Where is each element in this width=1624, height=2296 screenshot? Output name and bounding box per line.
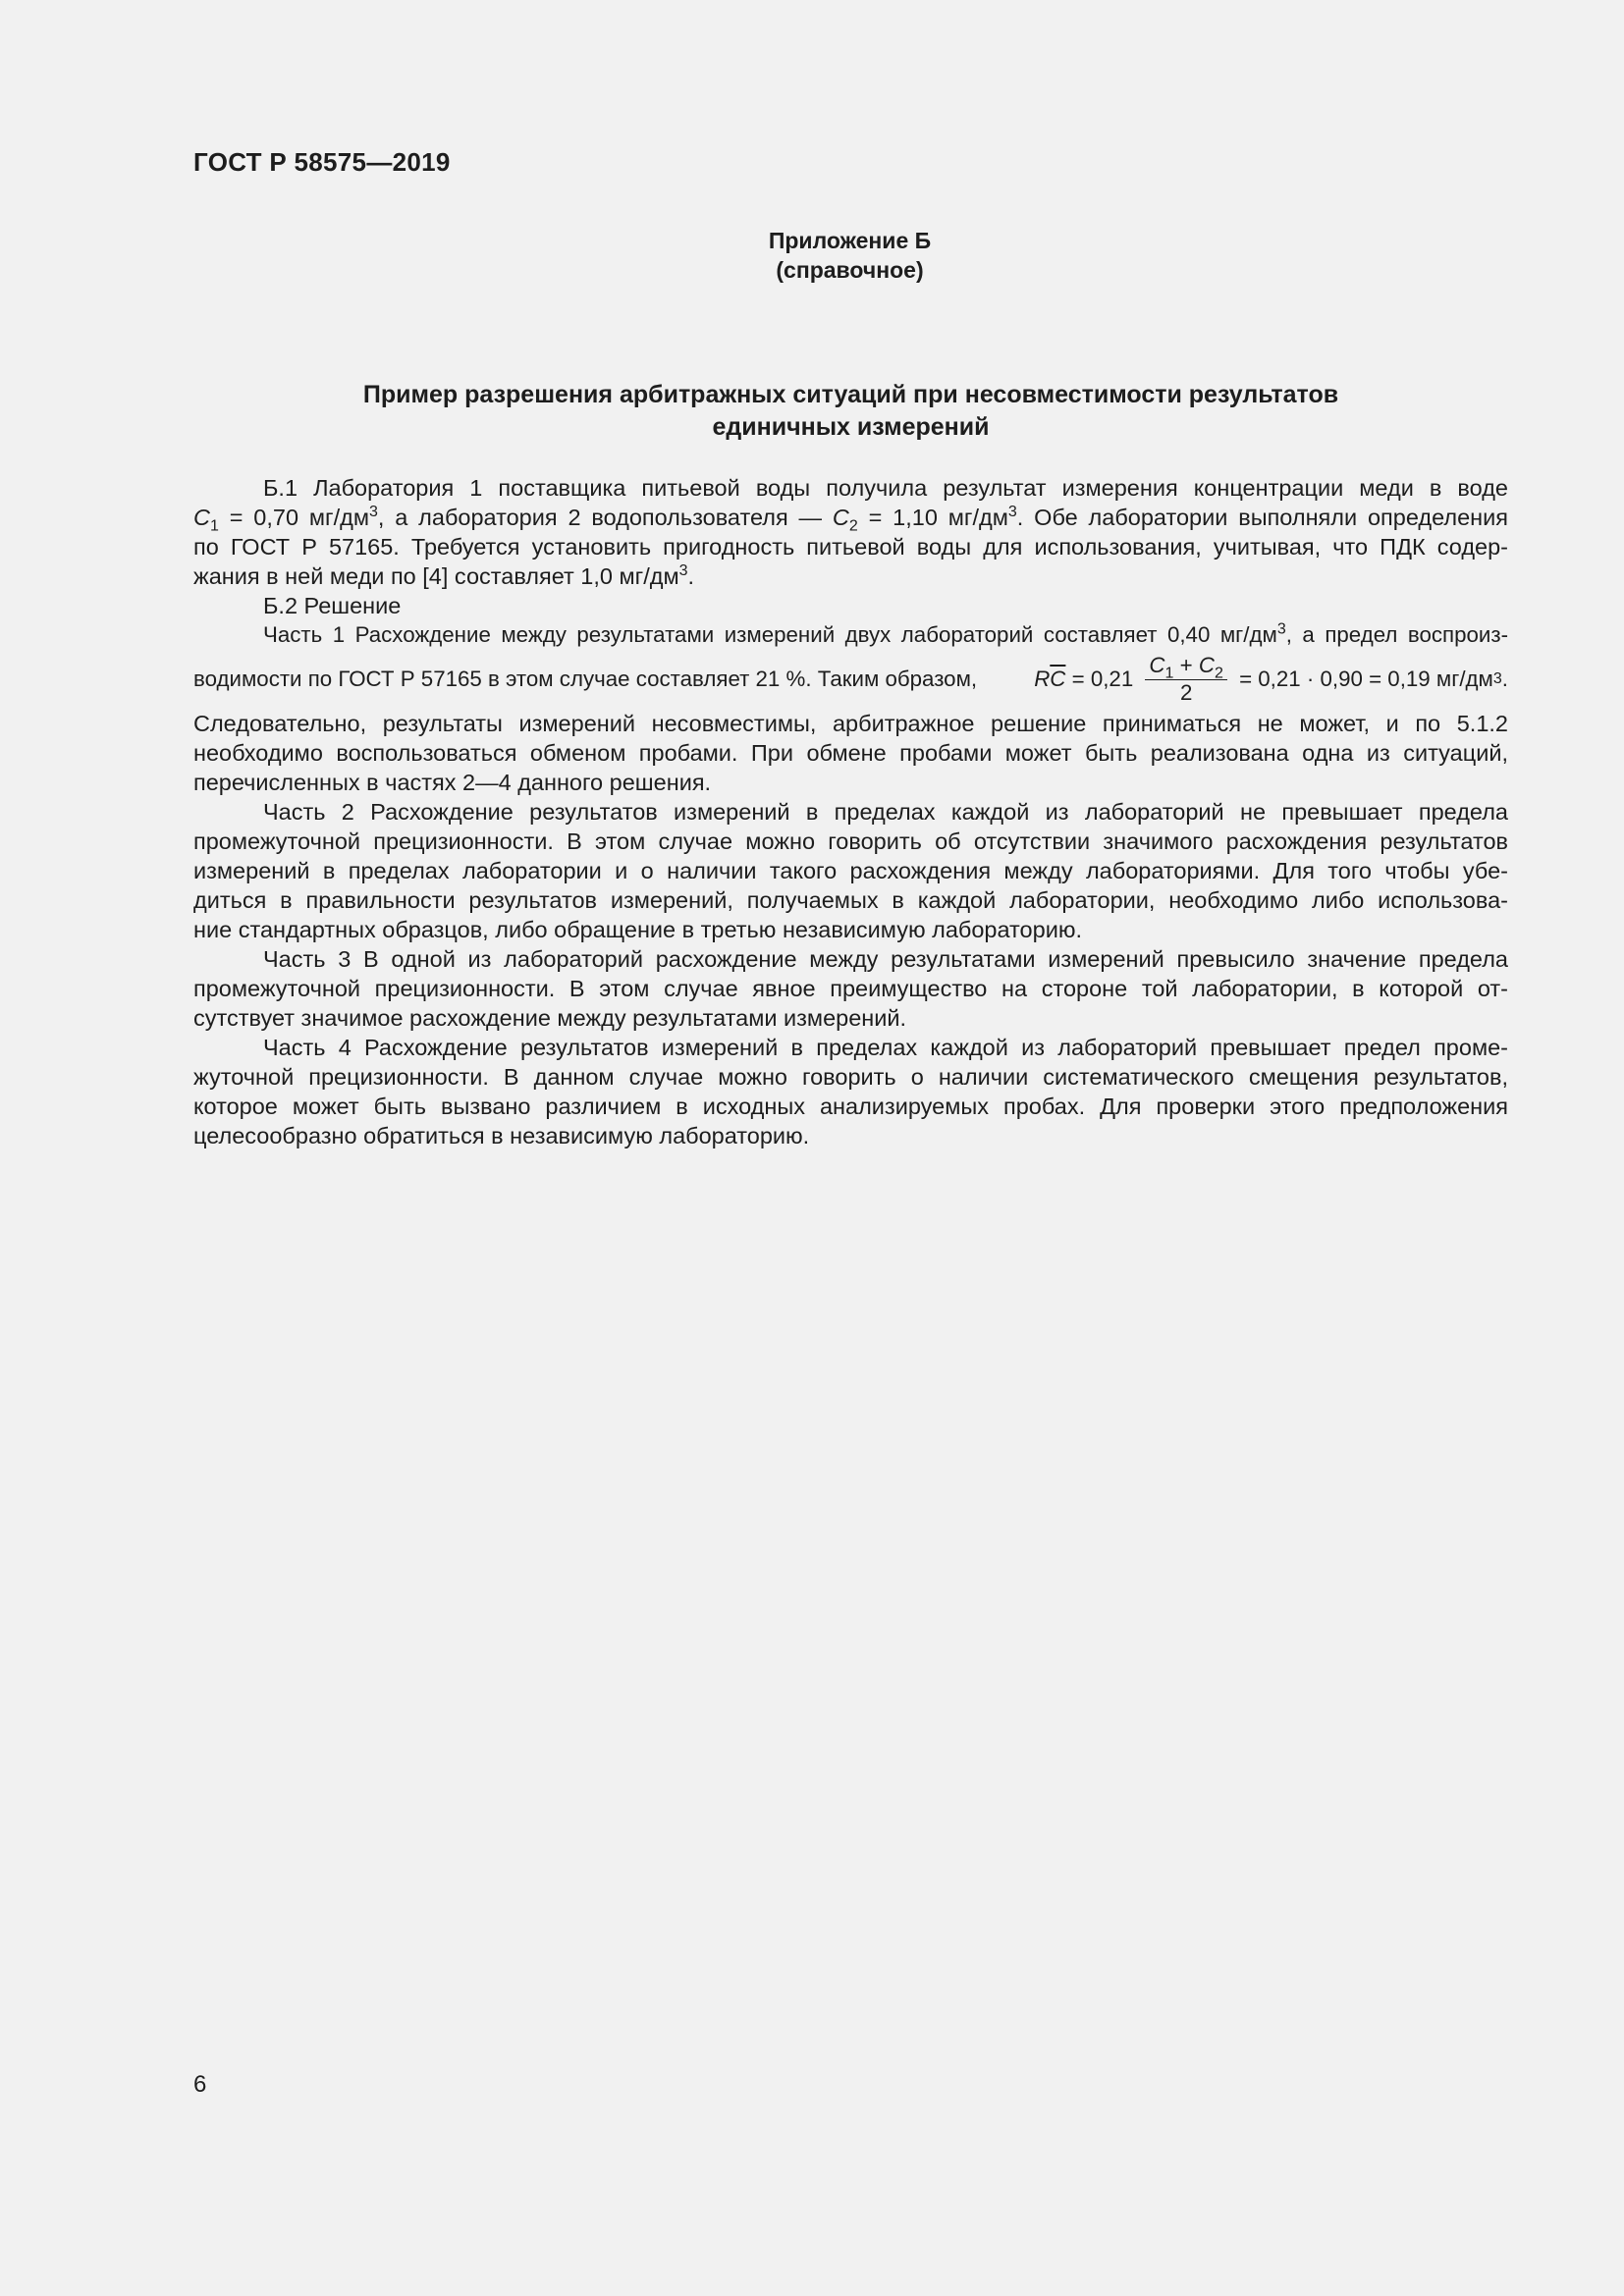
- page-number: 6: [193, 2071, 207, 2098]
- paragraph-part1: [193, 620, 1508, 797]
- text-line: по ГОСТ Р 57165. Требуется установить пригодность питьевой воды для использования, учитывая, что ПДК содер-: [193, 534, 1508, 560]
- text-line: Часть 4 Расхождение результатов измерений в пределах каждой из лабораторий превышает предел проме-: [263, 1035, 1508, 1060]
- text-line: сутствует значимое расхождение между результатами измерений.: [193, 1005, 907, 1031]
- text-segment: .: [687, 563, 695, 589]
- text-line: [193, 561, 1508, 591]
- appendix-subtitle: (справочное): [776, 257, 924, 283]
- subscript: 2: [848, 517, 858, 535]
- appendix-title: Приложение Б: [768, 228, 932, 253]
- section-heading: [193, 379, 1508, 444]
- variable-c1: C: [1149, 653, 1165, 677]
- text-line: Часть 2 Расхождение результатов измерений в пределах каждой из лабораторий не превышает предела: [263, 799, 1508, 825]
- text-line: диться в правильности результатов измерений, получаемых в каждой лаборатории, необходимо либо использова-: [193, 887, 1508, 913]
- document-body: [193, 473, 1508, 1150]
- text-line: которое может быть вызвано различием в исходных анализируемых пробах. Для проверки этого предположения: [193, 1094, 1508, 1119]
- subscript: 1: [209, 517, 219, 535]
- text-segment: Часть 1 Расхождение между результатами измерений двух лабораторий составляет 0,40 мг/дм: [263, 622, 1277, 647]
- superscript: 3: [369, 504, 378, 521]
- heading-line-2: единичных измерений: [712, 413, 990, 441]
- text-segment: = 0,21 · 0,90 = 0,19 мг/дм: [1232, 667, 1493, 691]
- text-line: промежуточной прецизионности. В этом случае явное преимущество на стороне той лаборатории, в которой от-: [193, 976, 1508, 1001]
- text-line: Часть 3 В одной из лабораторий расхождение между результатами измерений превысило значение предела: [263, 946, 1508, 972]
- text-line: [193, 620, 1508, 650]
- paragraph-b1: [193, 473, 1508, 591]
- text-segment: , а лаборатория 2 водопользователя —: [377, 505, 833, 530]
- paragraph-part3: [193, 944, 1508, 1033]
- text-segment: , а предел воспроиз-: [1285, 622, 1508, 647]
- text-line: Б.1 Лаборатория 1 поставщика питьевой воды получила результат измерения концентрации меди в воде: [263, 475, 1508, 501]
- formula-line: [193, 650, 1508, 709]
- text-segment: .: [1501, 667, 1508, 691]
- formula: R $\overline{C}$ = 0,21 $\frac{C_1 + C_2}{2}$ = 0,21 · 0,90 = 0,19 мг/дм 3 .: [1034, 653, 1508, 705]
- fraction-numerator: [1145, 653, 1226, 680]
- text-segment: жания в ней меди по [4] составляет 1,0 мг/дм: [193, 563, 679, 589]
- text-segment: = 0,70 мг/дм: [218, 505, 369, 530]
- heading-line-1: Пример разрешения арбитражных ситуаций при несовместимости результатов: [362, 381, 1339, 408]
- fraction: [1145, 653, 1226, 706]
- paragraph-part2: [193, 797, 1508, 944]
- fraction-denominator: 2: [1179, 680, 1193, 705]
- plus-sign: +: [1173, 653, 1199, 677]
- superscript: 3: [1007, 504, 1017, 521]
- subscript: 1: [1164, 665, 1174, 682]
- text-line: целесообразно обратиться в независимую лабораторию.: [193, 1123, 810, 1148]
- text-line: Б.2 Решение: [263, 593, 402, 618]
- variable-c2: C: [832, 505, 849, 530]
- subscript: 2: [1214, 665, 1223, 682]
- text-segment: водимости по ГОСТ Р 57165 в этом случае составляет 21 %. Таким образом,: [193, 667, 978, 691]
- text-line: измерений в пределах лаборатории и о наличии такого расхождения между лабораториями. Для того чтобы убе-: [193, 858, 1508, 883]
- text-line: [193, 503, 1508, 535]
- appendix-label: [0, 226, 1624, 285]
- superscript: 3: [1276, 620, 1286, 638]
- text-line: необходимо воспользоваться обменом пробами. При обмене пробами может быть реализована одна из ситуаций,: [193, 740, 1508, 766]
- variable-c-bar: $\overline{C}$: [1050, 667, 1066, 691]
- text-segment: . Обе лаборатории выполняли определения: [1016, 505, 1508, 530]
- paragraph-part4: [193, 1033, 1508, 1150]
- variable-c2: C: [1198, 653, 1215, 677]
- paragraph-b2-title: [193, 591, 1508, 620]
- text-line: ние стандартных образцов, либо обращение в третью независимую лабораторию.: [193, 917, 1082, 942]
- variable-r: R: [1034, 667, 1051, 691]
- text-line: перечисленных в частях 2—4 данного решения.: [193, 770, 712, 795]
- text-line: Следовательно, результаты измерений несовместимы, арбитражное решение приниматься не может, и по 5.1.2: [193, 711, 1508, 736]
- text-line: жуточной прецизионности. В данном случае можно говорить о наличии систематического смещения результатов,: [193, 1064, 1508, 1090]
- text-segment: = 0,21: [1065, 667, 1140, 691]
- text-segment: = 1,10 мг/дм: [857, 505, 1008, 530]
- standard-code: ГОСТ Р 58575—2019: [193, 147, 451, 177]
- superscript: 3: [678, 562, 688, 580]
- text-line: промежуточной прецизионности. В этом случае можно говорить об отсутствии значимого расхождения результатов: [193, 828, 1508, 854]
- variable-c1: C: [193, 505, 210, 530]
